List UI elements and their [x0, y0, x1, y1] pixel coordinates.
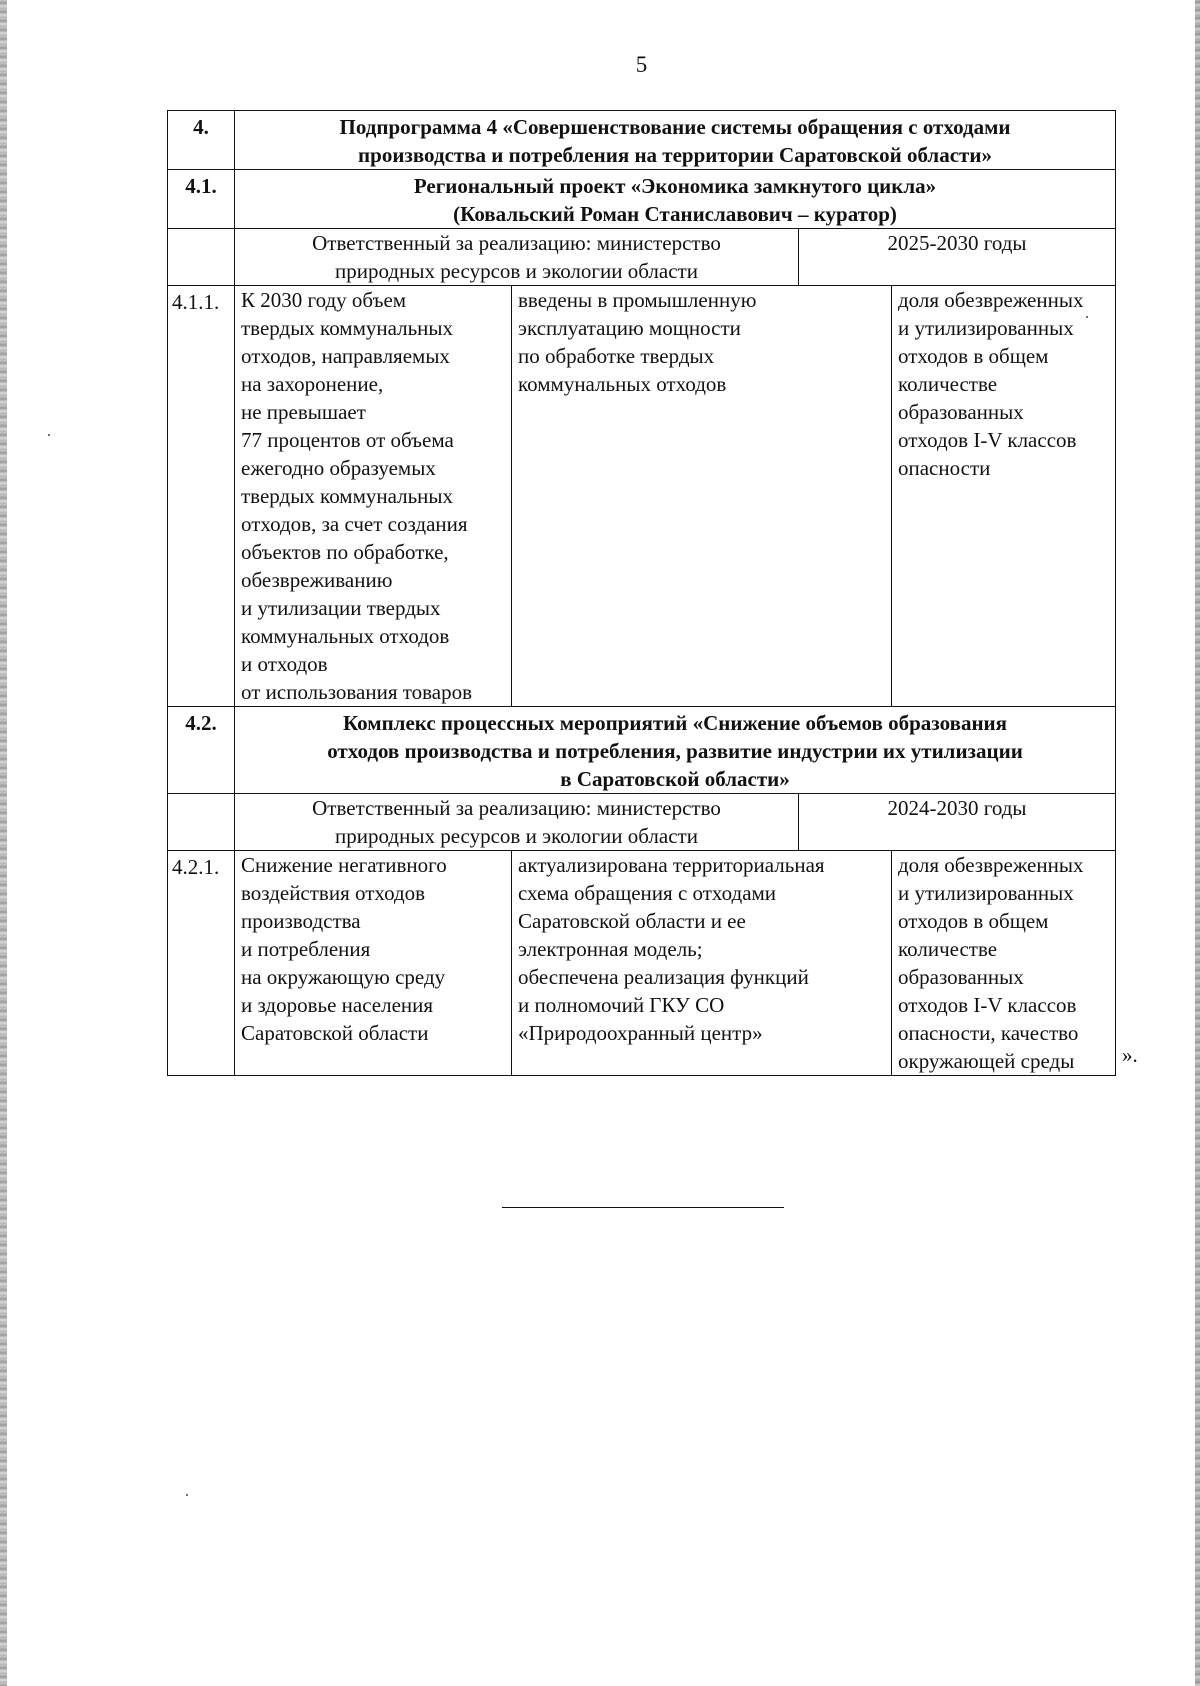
row-4-1-1-number: 4.1.1. [168, 286, 235, 707]
task-line: воздействия отходов [241, 881, 426, 905]
result-line: актуализирована территориальная [518, 853, 825, 877]
section-4-2-header-row [168, 707, 1116, 794]
task-line: К 2030 году объем [241, 288, 407, 312]
empty-cell [168, 794, 235, 851]
section-4-1-title [235, 170, 1116, 229]
task-line: на окружающую среду [241, 965, 446, 989]
section-4-2-years: 2024-2030 годы [799, 794, 1116, 851]
scan-edge-left [0, 0, 7, 1686]
scan-speck [186, 1494, 188, 1496]
scan-edge-right [1195, 0, 1200, 1686]
indicator-line: опасности, качество [898, 1021, 1079, 1045]
result-line: «Природоохранный центр» [518, 1021, 763, 1045]
section-4-2-title-line: в Саратовской области» [560, 767, 790, 791]
task-line: объектов по обработке, [241, 540, 449, 564]
row-4-1-1-indicator [892, 286, 1116, 707]
indicator-line: образованных [898, 400, 1024, 424]
section-4-1-responsible-row [168, 229, 1116, 286]
section-4-2-responsible [235, 794, 799, 851]
indicator-line: и утилизированных [898, 881, 1074, 905]
task-line: от использования товаров [241, 680, 473, 704]
responsible-line: природных ресурсов и экологии области [335, 259, 698, 283]
task-line: Саратовской области [241, 1021, 429, 1045]
section-4-1-title-line: Региональный проект «Экономика замкнутого цикла» [413, 174, 937, 198]
row-4-1-1-task [235, 286, 512, 707]
indicator-line: отходов в общем [898, 344, 1049, 368]
row-4-2-1-indicator [892, 851, 1116, 1076]
row-4-2-1-result [512, 851, 892, 1076]
task-line: твердых коммунальных [241, 316, 454, 340]
task-line: Снижение негативного [241, 853, 447, 877]
program-table [167, 110, 1116, 1076]
task-line: и здоровье населения [241, 993, 434, 1017]
section-4-1-title-line: (Ковальский Роман Станиславович – куратор) [453, 202, 897, 226]
end-of-document-rule [502, 1207, 784, 1208]
task-line: и потребления [241, 937, 371, 961]
result-line: обеспечена реализация функций [518, 965, 809, 989]
responsible-line: природных ресурсов и экологии области [335, 824, 698, 848]
task-line: отходов, направляемых [241, 344, 450, 368]
task-line: обезвреживанию [241, 568, 393, 592]
indicator-line: образованных [898, 965, 1024, 989]
indicator-line: количестве [898, 372, 998, 396]
result-line: и полномочий ГКУ СО [518, 993, 725, 1017]
row-4-2-1-number: 4.2.1. [168, 851, 235, 1076]
result-line: Саратовской области и ее [518, 909, 746, 933]
indicator-line: и утилизированных [898, 316, 1074, 340]
responsible-line: Ответственный за реализацию: министерство [312, 231, 721, 255]
scan-speck [48, 434, 50, 436]
section-4-title [235, 111, 1116, 170]
indicator-line: отходов I-V классов [898, 993, 1077, 1017]
task-line: коммунальных отходов [241, 624, 450, 648]
result-line: коммунальных отходов [518, 372, 727, 396]
empty-cell [168, 229, 235, 286]
task-line: и отходов [241, 652, 328, 676]
indicator-line: доля обезвреженных [898, 853, 1084, 877]
indicator-line: доля обезвреженных [898, 288, 1084, 312]
indicator-line: окружающей среды [898, 1049, 1075, 1073]
row-4-2-1 [168, 851, 1116, 1076]
row-4-1-1 [168, 286, 1116, 707]
section-4-1-number: 4.1. [168, 170, 235, 229]
row-4-1-1-result [512, 286, 892, 707]
section-4-2-number: 4.2. [168, 707, 235, 794]
scan-speck [1086, 316, 1088, 318]
section-4-2-title-line: отходов производства и потребления, развитие индустрии их утилизации [327, 739, 1023, 763]
result-line: схема обращения с отходами [518, 881, 777, 905]
responsible-line: Ответственный за реализацию: министерство [312, 796, 721, 820]
result-line: введены в промышленную [518, 288, 757, 312]
page-number: 5 [635, 52, 648, 77]
task-line: 77 процентов от объема [241, 428, 454, 452]
result-line: электронная модель; [518, 937, 703, 961]
task-line: на захоронение, [241, 372, 384, 396]
section-4-2-title [235, 707, 1116, 794]
section-4-header-row [168, 111, 1116, 170]
indicator-line: количестве [898, 937, 998, 961]
task-line: не превышает [241, 400, 366, 424]
section-4-1-header-row [168, 170, 1116, 229]
section-4-1-responsible [235, 229, 799, 286]
section-4-title-line: производства и потребления на территории Саратовской области» [358, 143, 992, 167]
section-4-title-line: Подпрограмма 4 «Совершенствование системы обращения с отходами [339, 115, 1011, 139]
indicator-line: отходов I-V классов [898, 428, 1077, 452]
task-line: твердых коммунальных [241, 484, 454, 508]
task-line: ежегодно образуемых [241, 456, 436, 480]
task-line: производства [241, 909, 361, 933]
closing-quote: ». [1122, 1043, 1138, 1067]
result-line: по обработке твердых [518, 344, 715, 368]
row-4-2-1-task [235, 851, 512, 1076]
indicator-line: опасности [898, 456, 991, 480]
section-4-1-years: 2025-2030 годы [799, 229, 1116, 286]
indicator-line: отходов в общем [898, 909, 1049, 933]
section-4-number: 4. [168, 111, 235, 170]
task-line: и утилизации твердых [241, 596, 441, 620]
section-4-2-title-line: Комплекс процессных мероприятий «Снижение объемов образования [343, 711, 1008, 735]
section-4-2-responsible-row [168, 794, 1116, 851]
result-line: эксплуатацию мощности [518, 316, 741, 340]
task-line: отходов, за счет создания [241, 512, 468, 536]
